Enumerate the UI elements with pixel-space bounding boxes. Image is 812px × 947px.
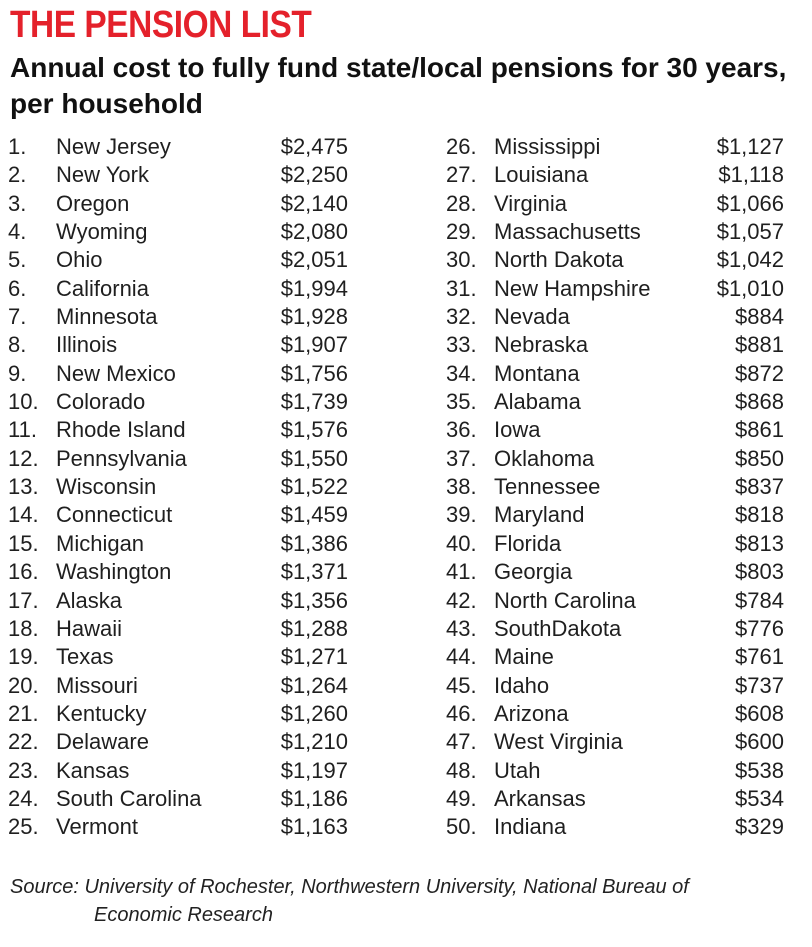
state-name: Alabama bbox=[494, 389, 581, 415]
state-name: Connecticut bbox=[56, 502, 173, 528]
rank: 31. bbox=[446, 275, 477, 301]
state-name: New Jersey bbox=[56, 134, 171, 159]
rank: 14. bbox=[8, 502, 39, 528]
ranking-row bbox=[446, 388, 784, 416]
state-name: Georgia bbox=[494, 559, 573, 585]
cost-value: $2,051 bbox=[280, 247, 348, 273]
source-line-2: Economic Research bbox=[94, 904, 273, 926]
rank: 10. bbox=[8, 389, 39, 415]
rank: 13. bbox=[8, 474, 39, 500]
ranking-row bbox=[8, 218, 348, 246]
ranking-row bbox=[8, 615, 348, 643]
cost-value: $1,550 bbox=[280, 445, 348, 471]
cost-value: $1,197 bbox=[280, 757, 348, 783]
state-name: SouthDakota bbox=[494, 615, 622, 641]
ranking-row bbox=[446, 643, 784, 671]
cost-value: $803 bbox=[735, 559, 784, 585]
cost-value: $861 bbox=[735, 417, 784, 443]
rank: 44. bbox=[446, 644, 477, 670]
ranking-row bbox=[446, 785, 784, 813]
state-name: Arkansas bbox=[494, 785, 586, 811]
ranking-row bbox=[8, 558, 348, 586]
subtitle: Annual cost to fully fund state/local pensions for 30 years, per household bbox=[10, 52, 787, 119]
cost-value: $1,264 bbox=[280, 672, 348, 698]
ranking-row bbox=[8, 275, 348, 303]
state-name: Nebraska bbox=[494, 332, 589, 358]
rank: 21. bbox=[8, 700, 39, 726]
state-name: Arizona bbox=[494, 700, 569, 726]
ranking-row bbox=[8, 190, 348, 218]
rank: 4. bbox=[8, 219, 27, 245]
cost-value: $1,928 bbox=[280, 304, 348, 330]
rank: 20. bbox=[8, 672, 39, 698]
ranking-row bbox=[446, 672, 784, 700]
ranking-row bbox=[8, 133, 348, 161]
rank: 8. bbox=[8, 332, 27, 358]
cost-value: $600 bbox=[735, 729, 784, 755]
state-name: Kansas bbox=[56, 757, 130, 783]
cost-value: $1,163 bbox=[280, 814, 348, 840]
state-name: Kentucky bbox=[56, 700, 147, 726]
rank: 22. bbox=[8, 729, 39, 755]
cost-value: $1,057 bbox=[716, 219, 784, 245]
rank: 18. bbox=[8, 615, 39, 641]
ranking-row bbox=[446, 728, 784, 756]
state-name: Missouri bbox=[56, 672, 138, 698]
rank: 28. bbox=[446, 190, 477, 216]
ranking-row bbox=[8, 813, 348, 841]
cost-value: $1,386 bbox=[280, 530, 348, 556]
state-name: Maryland bbox=[494, 502, 585, 528]
cost-value: $1,576 bbox=[280, 417, 348, 443]
cost-value: $1,118 bbox=[718, 162, 784, 188]
state-name: Montana bbox=[494, 360, 580, 386]
state-name: New Mexico bbox=[56, 360, 176, 386]
source-line-1: Source: University of Rochester, Northwestern University, National Bureau of bbox=[10, 876, 689, 898]
state-name: Vermont bbox=[56, 814, 138, 840]
rank: 50. bbox=[446, 814, 477, 840]
ranking-row bbox=[8, 643, 348, 671]
cost-value: $1,756 bbox=[280, 360, 348, 386]
ranking-row bbox=[446, 303, 784, 331]
state-name: Illinois bbox=[56, 332, 118, 358]
state-name: Delaware bbox=[56, 729, 149, 755]
state-name: Michigan bbox=[56, 530, 145, 556]
cost-value: $1,260 bbox=[280, 700, 348, 726]
state-name: Tennessee bbox=[494, 474, 601, 500]
rank: 37. bbox=[446, 445, 477, 471]
ranking-row bbox=[8, 360, 348, 388]
rank: 7. bbox=[8, 304, 27, 330]
cost-value: $818 bbox=[735, 502, 784, 528]
ranking-row bbox=[446, 275, 784, 303]
cost-value: $1,186 bbox=[280, 785, 348, 811]
ranking-row bbox=[8, 530, 348, 558]
cost-value: $1,356 bbox=[280, 587, 348, 613]
ranking-row bbox=[8, 757, 348, 785]
rank: 1. bbox=[8, 134, 27, 159]
cost-value: $2,140 bbox=[280, 190, 348, 216]
cost-value: $1,010 bbox=[716, 275, 784, 301]
rank: 3. bbox=[8, 190, 27, 216]
cost-value: $761 bbox=[735, 644, 784, 670]
ranking-row bbox=[8, 501, 348, 529]
rank: 27. bbox=[446, 162, 477, 188]
ranking-row bbox=[446, 615, 784, 643]
cost-value: $1,066 bbox=[716, 190, 784, 216]
ranking-row bbox=[8, 331, 348, 359]
ranking-row bbox=[446, 757, 784, 785]
state-name: Virginia bbox=[494, 190, 567, 216]
cost-value: $1,127 bbox=[716, 134, 784, 159]
ranking-row bbox=[446, 813, 784, 841]
state-name: South Carolina bbox=[56, 785, 202, 811]
cost-value: $776 bbox=[735, 615, 784, 641]
state-name: Utah bbox=[494, 757, 541, 783]
rank: 16. bbox=[8, 559, 39, 585]
state-name: Rhode Island bbox=[56, 417, 186, 443]
state-name: Ohio bbox=[56, 247, 103, 273]
state-name: Maine bbox=[494, 644, 554, 670]
state-name: Minnesota bbox=[56, 304, 158, 330]
cost-value: $881 bbox=[735, 332, 784, 358]
rank: 47. bbox=[446, 729, 477, 755]
rank: 34. bbox=[446, 360, 477, 386]
ranking-row bbox=[446, 700, 784, 728]
cost-value: $2,250 bbox=[280, 162, 348, 188]
ranking-row bbox=[8, 700, 348, 728]
rank: 19. bbox=[8, 644, 39, 670]
page-title: THE PENSION LIST bbox=[10, 4, 312, 46]
ranking-row bbox=[446, 416, 784, 444]
rank: 6. bbox=[8, 275, 27, 301]
cost-value: $872 bbox=[735, 360, 784, 386]
rank: 35. bbox=[446, 389, 477, 415]
ranking-row bbox=[446, 133, 784, 161]
ranking-row bbox=[8, 587, 348, 615]
cost-value: $813 bbox=[735, 530, 784, 556]
rank: 5. bbox=[8, 247, 27, 273]
state-name: Iowa bbox=[494, 417, 541, 443]
ranking-row bbox=[446, 331, 784, 359]
cost-value: $1,994 bbox=[280, 275, 348, 301]
state-name: Indiana bbox=[494, 814, 567, 840]
rank: 9. bbox=[8, 360, 27, 386]
rank: 24. bbox=[8, 785, 39, 811]
cost-value: $1,907 bbox=[280, 332, 348, 358]
ranking-row bbox=[8, 303, 348, 331]
state-name: Louisiana bbox=[494, 162, 589, 188]
state-name: Florida bbox=[494, 530, 562, 556]
state-name: Alaska bbox=[56, 587, 123, 613]
state-name: California bbox=[56, 275, 149, 301]
cost-value: $1,288 bbox=[280, 615, 348, 641]
ranking-row bbox=[446, 161, 784, 189]
ranking-row bbox=[446, 445, 784, 473]
rank: 32. bbox=[446, 304, 477, 330]
ranking-row bbox=[8, 246, 348, 274]
rank: 33. bbox=[446, 332, 477, 358]
ranking-row bbox=[8, 161, 348, 189]
ranking-row bbox=[446, 587, 784, 615]
cost-value: $2,475 bbox=[280, 134, 348, 159]
ranking-row bbox=[8, 416, 348, 444]
cost-value: $784 bbox=[735, 587, 784, 613]
rank: 40. bbox=[446, 530, 477, 556]
state-name: West Virginia bbox=[494, 729, 623, 755]
rank: 2. bbox=[8, 162, 27, 188]
source-note bbox=[10, 873, 790, 929]
state-name: Mississippi bbox=[494, 134, 601, 159]
ranking-row bbox=[446, 190, 784, 218]
cost-value: $884 bbox=[735, 304, 784, 330]
ranking-row bbox=[446, 530, 784, 558]
state-name: New Hampshire bbox=[494, 275, 651, 301]
rank: 36. bbox=[446, 417, 477, 443]
cost-value: $608 bbox=[735, 700, 784, 726]
state-name: Oklahoma bbox=[494, 445, 595, 471]
ranking-row bbox=[8, 728, 348, 756]
rank: 25. bbox=[8, 814, 39, 840]
state-name: Wisconsin bbox=[56, 474, 157, 500]
cost-value: $1,459 bbox=[280, 502, 348, 528]
ranking-row bbox=[8, 785, 348, 813]
rank: 12. bbox=[8, 445, 39, 471]
cost-value: $534 bbox=[735, 785, 784, 811]
ranking-row bbox=[8, 473, 348, 501]
rank: 11. bbox=[8, 417, 37, 443]
state-name: Pennsylvania bbox=[56, 445, 187, 471]
state-name: Nevada bbox=[494, 304, 570, 330]
state-name: Idaho bbox=[494, 672, 550, 698]
rank: 41. bbox=[446, 559, 477, 585]
state-name: New York bbox=[56, 162, 149, 188]
cost-value: $2,080 bbox=[280, 219, 348, 245]
cost-value: $1,042 bbox=[716, 247, 784, 273]
ranking-row bbox=[8, 672, 348, 700]
rank: 42. bbox=[446, 587, 477, 613]
rank: 38. bbox=[446, 474, 477, 500]
state-name: Massachusetts bbox=[494, 219, 641, 245]
state-name: Hawaii bbox=[56, 615, 123, 641]
ranking-row bbox=[446, 473, 784, 501]
cost-value: $737 bbox=[735, 672, 784, 698]
rank: 30. bbox=[446, 247, 477, 273]
cost-value: $1,371 bbox=[280, 559, 348, 585]
ranking-row bbox=[446, 558, 784, 586]
rankings-column-left bbox=[8, 133, 348, 842]
ranking-row bbox=[446, 501, 784, 529]
state-name: Oregon bbox=[56, 190, 130, 216]
cost-value: $1,210 bbox=[280, 729, 348, 755]
ranking-row bbox=[446, 218, 784, 246]
rank: 49. bbox=[446, 785, 477, 811]
rank: 29. bbox=[446, 219, 477, 245]
rank: 48. bbox=[446, 757, 477, 783]
cost-value: $1,522 bbox=[280, 474, 348, 500]
state-name: Wyoming bbox=[56, 219, 148, 245]
rank: 46. bbox=[446, 700, 477, 726]
cost-value: $1,271 bbox=[280, 644, 348, 670]
rank: 17. bbox=[8, 587, 39, 613]
rank: 23. bbox=[8, 757, 39, 783]
state-name: Colorado bbox=[56, 389, 146, 415]
cost-value: $1,739 bbox=[280, 389, 348, 415]
cost-value: $850 bbox=[735, 445, 784, 471]
rank: 45. bbox=[446, 672, 477, 698]
cost-value: $868 bbox=[735, 389, 784, 415]
cost-value: $538 bbox=[735, 757, 784, 783]
state-name: Texas bbox=[56, 644, 114, 670]
state-name: North Dakota bbox=[494, 247, 624, 273]
rank: 43. bbox=[446, 615, 477, 641]
cost-value: $329 bbox=[735, 814, 784, 840]
state-name: Washington bbox=[56, 559, 172, 585]
ranking-row bbox=[446, 246, 784, 274]
rank: 15. bbox=[8, 530, 39, 556]
ranking-row bbox=[446, 360, 784, 388]
ranking-row bbox=[8, 445, 348, 473]
state-name: North Carolina bbox=[494, 587, 636, 613]
rank: 26. bbox=[446, 134, 477, 159]
rank: 39. bbox=[446, 502, 477, 528]
rankings-column-right bbox=[446, 133, 784, 842]
cost-value: $837 bbox=[735, 474, 784, 500]
ranking-row bbox=[8, 388, 348, 416]
